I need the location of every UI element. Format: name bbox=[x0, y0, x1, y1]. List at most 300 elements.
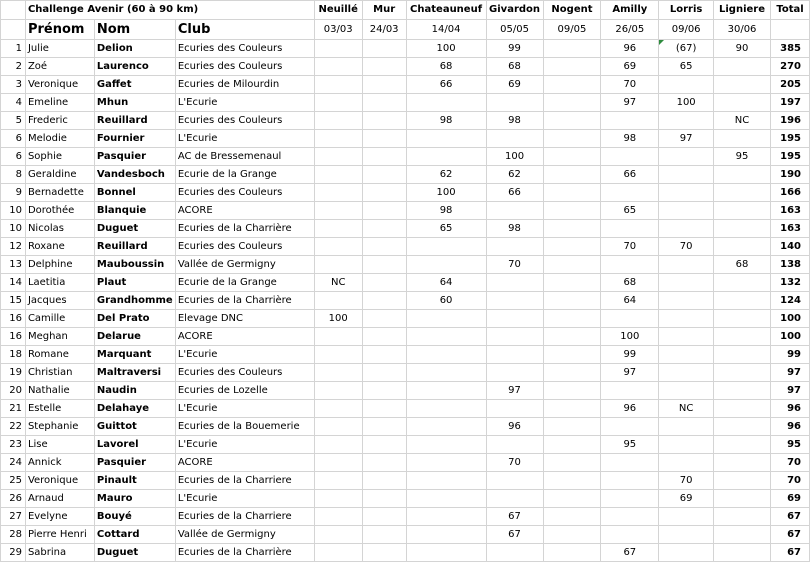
event-name[interactable]: Givardon bbox=[486, 1, 543, 20]
score-cell[interactable] bbox=[362, 184, 406, 202]
score-cell[interactable] bbox=[543, 94, 601, 112]
club-cell[interactable]: L'Ecurie bbox=[175, 346, 314, 364]
score-cell[interactable] bbox=[406, 490, 486, 508]
score-cell[interactable] bbox=[714, 364, 771, 382]
nom-cell[interactable]: Bouyé bbox=[94, 508, 175, 526]
score-cell[interactable] bbox=[543, 112, 601, 130]
score-cell[interactable] bbox=[362, 346, 406, 364]
score-cell[interactable] bbox=[601, 382, 659, 400]
score-cell[interactable] bbox=[486, 94, 543, 112]
score-cell[interactable]: 70 bbox=[486, 256, 543, 274]
score-cell[interactable] bbox=[543, 148, 601, 166]
score-cell[interactable]: 98 bbox=[601, 130, 659, 148]
score-cell[interactable] bbox=[406, 526, 486, 544]
score-cell[interactable]: 70 bbox=[659, 472, 714, 490]
score-cell[interactable] bbox=[314, 418, 362, 436]
nom-cell[interactable]: Fournier bbox=[94, 130, 175, 148]
score-cell[interactable] bbox=[714, 400, 771, 418]
score-cell[interactable] bbox=[362, 220, 406, 238]
score-cell[interactable] bbox=[601, 472, 659, 490]
prenom-header[interactable]: Prénom bbox=[25, 20, 94, 40]
score-cell[interactable] bbox=[543, 310, 601, 328]
score-cell[interactable] bbox=[406, 148, 486, 166]
score-cell[interactable]: 70 bbox=[659, 238, 714, 256]
total-cell[interactable]: 138 bbox=[770, 256, 809, 274]
score-cell[interactable] bbox=[659, 436, 714, 454]
total-cell[interactable]: 190 bbox=[770, 166, 809, 184]
score-cell[interactable] bbox=[406, 256, 486, 274]
prenom-cell[interactable]: Pierre Henri bbox=[25, 526, 94, 544]
score-cell[interactable] bbox=[314, 328, 362, 346]
score-cell[interactable] bbox=[486, 490, 543, 508]
score-cell[interactable]: 96 bbox=[486, 418, 543, 436]
score-cell[interactable] bbox=[362, 490, 406, 508]
prenom-cell[interactable]: Stephanie bbox=[25, 418, 94, 436]
score-cell[interactable] bbox=[486, 346, 543, 364]
event-name[interactable]: Lorris bbox=[659, 1, 714, 20]
score-cell[interactable] bbox=[543, 454, 601, 472]
score-cell[interactable] bbox=[486, 400, 543, 418]
total-cell[interactable]: 195 bbox=[770, 148, 809, 166]
score-cell[interactable] bbox=[601, 526, 659, 544]
score-cell[interactable] bbox=[314, 40, 362, 58]
score-cell[interactable]: 99 bbox=[601, 346, 659, 364]
score-cell[interactable]: 100 bbox=[314, 310, 362, 328]
score-cell[interactable]: 67 bbox=[486, 526, 543, 544]
score-cell[interactable] bbox=[714, 94, 771, 112]
score-cell[interactable] bbox=[601, 184, 659, 202]
event-date[interactable]: 09/06 bbox=[659, 20, 714, 40]
prenom-cell[interactable]: Veronique bbox=[25, 472, 94, 490]
score-cell[interactable] bbox=[486, 238, 543, 256]
score-cell[interactable] bbox=[406, 310, 486, 328]
prenom-cell[interactable]: Camille bbox=[25, 310, 94, 328]
score-cell[interactable] bbox=[362, 148, 406, 166]
score-cell[interactable]: 62 bbox=[406, 166, 486, 184]
nom-cell[interactable]: Lavorel bbox=[94, 436, 175, 454]
score-cell[interactable] bbox=[362, 472, 406, 490]
score-cell[interactable] bbox=[314, 238, 362, 256]
score-cell[interactable] bbox=[601, 112, 659, 130]
total-cell[interactable]: 270 bbox=[770, 58, 809, 76]
score-cell[interactable]: 66 bbox=[601, 166, 659, 184]
nom-cell[interactable]: Marquant bbox=[94, 346, 175, 364]
score-cell[interactable] bbox=[314, 508, 362, 526]
prenom-cell[interactable]: Julie bbox=[25, 40, 94, 58]
total-cell[interactable]: 100 bbox=[770, 310, 809, 328]
rank-cell[interactable]: 15 bbox=[1, 292, 26, 310]
rank-cell[interactable]: 12 bbox=[1, 238, 26, 256]
score-cell[interactable] bbox=[362, 202, 406, 220]
score-cell[interactable]: 97 bbox=[659, 130, 714, 148]
rank-cell[interactable]: 25 bbox=[1, 472, 26, 490]
rank-cell[interactable]: 26 bbox=[1, 490, 26, 508]
club-cell[interactable]: L'Ecurie bbox=[175, 130, 314, 148]
score-cell[interactable] bbox=[543, 220, 601, 238]
score-cell[interactable] bbox=[406, 130, 486, 148]
prenom-cell[interactable]: Roxane bbox=[25, 238, 94, 256]
total-cell[interactable]: 163 bbox=[770, 220, 809, 238]
rank-cell[interactable]: 5 bbox=[1, 112, 26, 130]
score-cell[interactable] bbox=[362, 256, 406, 274]
score-cell[interactable] bbox=[406, 508, 486, 526]
nom-cell[interactable]: Delion bbox=[94, 40, 175, 58]
score-cell[interactable]: 100 bbox=[601, 328, 659, 346]
nom-cell[interactable]: Delarue bbox=[94, 328, 175, 346]
score-cell[interactable] bbox=[543, 400, 601, 418]
total-cell[interactable]: 166 bbox=[770, 184, 809, 202]
event-name[interactable]: Amilly bbox=[601, 1, 659, 20]
total-cell[interactable]: 97 bbox=[770, 382, 809, 400]
score-cell[interactable] bbox=[659, 184, 714, 202]
score-cell[interactable]: (67) bbox=[659, 40, 714, 58]
rank-cell[interactable]: 3 bbox=[1, 76, 26, 94]
score-cell[interactable]: 66 bbox=[486, 184, 543, 202]
score-cell[interactable] bbox=[659, 328, 714, 346]
score-cell[interactable] bbox=[543, 76, 601, 94]
score-cell[interactable]: 66 bbox=[406, 76, 486, 94]
score-cell[interactable] bbox=[714, 346, 771, 364]
score-cell[interactable]: 97 bbox=[601, 94, 659, 112]
score-cell[interactable] bbox=[714, 202, 771, 220]
score-cell[interactable] bbox=[601, 310, 659, 328]
score-cell[interactable] bbox=[543, 238, 601, 256]
club-cell[interactable]: Ecuries des Couleurs bbox=[175, 184, 314, 202]
score-cell[interactable] bbox=[362, 238, 406, 256]
rank-cell[interactable]: 28 bbox=[1, 526, 26, 544]
club-cell[interactable]: Ecuries des Couleurs bbox=[175, 40, 314, 58]
prenom-cell[interactable]: Frederic bbox=[25, 112, 94, 130]
score-cell[interactable] bbox=[406, 328, 486, 346]
score-cell[interactable] bbox=[406, 400, 486, 418]
score-cell[interactable]: NC bbox=[714, 112, 771, 130]
total-cell[interactable]: 205 bbox=[770, 76, 809, 94]
rank-cell[interactable]: 10 bbox=[1, 202, 26, 220]
score-cell[interactable] bbox=[362, 508, 406, 526]
score-cell[interactable]: 97 bbox=[601, 364, 659, 382]
score-cell[interactable] bbox=[362, 94, 406, 112]
club-cell[interactable]: Ecuries de la Charrière bbox=[175, 544, 314, 562]
prenom-cell[interactable]: Lise bbox=[25, 436, 94, 454]
score-cell[interactable] bbox=[314, 472, 362, 490]
score-cell[interactable] bbox=[362, 292, 406, 310]
score-cell[interactable] bbox=[543, 382, 601, 400]
score-cell[interactable] bbox=[314, 490, 362, 508]
nom-cell[interactable]: Pinault bbox=[94, 472, 175, 490]
score-cell[interactable]: 64 bbox=[406, 274, 486, 292]
event-date[interactable]: 30/06 bbox=[714, 20, 771, 40]
score-cell[interactable] bbox=[659, 220, 714, 238]
total-cell[interactable]: 69 bbox=[770, 490, 809, 508]
score-cell[interactable] bbox=[601, 454, 659, 472]
score-cell[interactable] bbox=[714, 508, 771, 526]
club-cell[interactable]: L'Ecurie bbox=[175, 436, 314, 454]
event-name[interactable]: Ligniere bbox=[714, 1, 771, 20]
score-cell[interactable] bbox=[659, 346, 714, 364]
score-cell[interactable] bbox=[601, 490, 659, 508]
score-cell[interactable] bbox=[601, 508, 659, 526]
score-cell[interactable] bbox=[659, 418, 714, 436]
nom-cell[interactable]: Guittot bbox=[94, 418, 175, 436]
rank-cell[interactable]: 16 bbox=[1, 310, 26, 328]
score-cell[interactable]: 68 bbox=[486, 58, 543, 76]
score-cell[interactable]: 70 bbox=[601, 238, 659, 256]
score-cell[interactable] bbox=[314, 130, 362, 148]
nom-cell[interactable]: Plaut bbox=[94, 274, 175, 292]
event-date[interactable]: 05/05 bbox=[486, 20, 543, 40]
score-cell[interactable] bbox=[543, 292, 601, 310]
score-cell[interactable] bbox=[362, 544, 406, 562]
score-cell[interactable] bbox=[486, 130, 543, 148]
rank-cell[interactable]: 18 bbox=[1, 346, 26, 364]
prenom-cell[interactable]: Sophie bbox=[25, 148, 94, 166]
score-cell[interactable] bbox=[314, 76, 362, 94]
club-cell[interactable]: Ecuries de la Charriere bbox=[175, 472, 314, 490]
score-cell[interactable] bbox=[406, 346, 486, 364]
score-cell[interactable] bbox=[362, 112, 406, 130]
rank-cell[interactable]: 21 bbox=[1, 400, 26, 418]
score-cell[interactable] bbox=[314, 202, 362, 220]
total-cell[interactable]: 70 bbox=[770, 472, 809, 490]
club-cell[interactable]: AC de Bressemenaul bbox=[175, 148, 314, 166]
nom-cell[interactable]: Laurenco bbox=[94, 58, 175, 76]
nom-cell[interactable]: Mauboussin bbox=[94, 256, 175, 274]
score-cell[interactable]: 64 bbox=[601, 292, 659, 310]
prenom-cell[interactable]: Dorothée bbox=[25, 202, 94, 220]
total-cell[interactable]: 99 bbox=[770, 346, 809, 364]
prenom-cell[interactable]: Romane bbox=[25, 346, 94, 364]
total-cell[interactable]: 95 bbox=[770, 436, 809, 454]
rank-cell[interactable]: 9 bbox=[1, 184, 26, 202]
score-cell[interactable] bbox=[659, 364, 714, 382]
nom-cell[interactable]: Cottard bbox=[94, 526, 175, 544]
rank-cell[interactable]: 4 bbox=[1, 94, 26, 112]
score-cell[interactable]: 100 bbox=[659, 94, 714, 112]
score-cell[interactable] bbox=[486, 364, 543, 382]
prenom-cell[interactable]: Sabrina bbox=[25, 544, 94, 562]
score-cell[interactable]: 65 bbox=[601, 202, 659, 220]
score-cell[interactable] bbox=[314, 220, 362, 238]
score-cell[interactable] bbox=[406, 364, 486, 382]
score-cell[interactable] bbox=[362, 400, 406, 418]
cell[interactable] bbox=[770, 20, 809, 40]
prenom-cell[interactable]: Melodie bbox=[25, 130, 94, 148]
club-cell[interactable]: Ecuries de Lozelle bbox=[175, 382, 314, 400]
score-cell[interactable] bbox=[714, 382, 771, 400]
club-cell[interactable]: Ecuries de la Charrière bbox=[175, 292, 314, 310]
score-cell[interactable] bbox=[543, 508, 601, 526]
score-cell[interactable]: 100 bbox=[486, 148, 543, 166]
score-cell[interactable] bbox=[543, 184, 601, 202]
score-cell[interactable] bbox=[659, 166, 714, 184]
rank-cell[interactable]: 20 bbox=[1, 382, 26, 400]
score-cell[interactable]: 62 bbox=[486, 166, 543, 184]
nom-cell[interactable]: Mauro bbox=[94, 490, 175, 508]
event-date[interactable]: 24/03 bbox=[362, 20, 406, 40]
score-cell[interactable]: NC bbox=[659, 400, 714, 418]
event-name[interactable]: Nogent bbox=[543, 1, 601, 20]
score-cell[interactable] bbox=[543, 130, 601, 148]
score-cell[interactable] bbox=[362, 274, 406, 292]
club-cell[interactable]: Elevage DNC bbox=[175, 310, 314, 328]
score-cell[interactable] bbox=[659, 310, 714, 328]
club-cell[interactable]: Ecurie de la Grange bbox=[175, 166, 314, 184]
event-date[interactable]: 03/03 bbox=[314, 20, 362, 40]
score-cell[interactable]: 68 bbox=[714, 256, 771, 274]
club-cell[interactable]: Ecuries des Couleurs bbox=[175, 58, 314, 76]
nom-cell[interactable]: Naudin bbox=[94, 382, 175, 400]
cell[interactable] bbox=[1, 20, 26, 40]
score-cell[interactable] bbox=[714, 310, 771, 328]
score-cell[interactable]: 90 bbox=[714, 40, 771, 58]
score-cell[interactable]: 98 bbox=[486, 220, 543, 238]
score-cell[interactable] bbox=[714, 472, 771, 490]
nom-cell[interactable]: Duguet bbox=[94, 544, 175, 562]
score-cell[interactable] bbox=[314, 184, 362, 202]
score-cell[interactable]: 69 bbox=[601, 58, 659, 76]
score-cell[interactable] bbox=[659, 76, 714, 94]
score-cell[interactable] bbox=[714, 76, 771, 94]
prenom-cell[interactable]: Nicolas bbox=[25, 220, 94, 238]
score-cell[interactable] bbox=[362, 364, 406, 382]
prenom-cell[interactable]: Bernadette bbox=[25, 184, 94, 202]
prenom-cell[interactable]: Geraldine bbox=[25, 166, 94, 184]
score-cell[interactable] bbox=[314, 436, 362, 454]
score-cell[interactable] bbox=[362, 58, 406, 76]
event-name[interactable]: Mur bbox=[362, 1, 406, 20]
score-cell[interactable] bbox=[543, 58, 601, 76]
rank-cell[interactable]: 22 bbox=[1, 418, 26, 436]
score-cell[interactable] bbox=[406, 418, 486, 436]
score-cell[interactable]: 99 bbox=[486, 40, 543, 58]
prenom-cell[interactable]: Delphine bbox=[25, 256, 94, 274]
event-date[interactable]: 14/04 bbox=[406, 20, 486, 40]
nom-cell[interactable]: Maltraversi bbox=[94, 364, 175, 382]
score-cell[interactable] bbox=[314, 400, 362, 418]
score-cell[interactable] bbox=[362, 166, 406, 184]
rank-cell[interactable]: 1 bbox=[1, 40, 26, 58]
score-cell[interactable]: 97 bbox=[486, 382, 543, 400]
score-cell[interactable]: 96 bbox=[601, 40, 659, 58]
score-cell[interactable]: 60 bbox=[406, 292, 486, 310]
score-cell[interactable] bbox=[362, 454, 406, 472]
total-header[interactable]: Total bbox=[770, 1, 809, 20]
club-cell[interactable]: ACORE bbox=[175, 202, 314, 220]
total-cell[interactable]: 97 bbox=[770, 364, 809, 382]
score-cell[interactable] bbox=[714, 292, 771, 310]
score-cell[interactable]: NC bbox=[314, 274, 362, 292]
score-cell[interactable]: 67 bbox=[601, 544, 659, 562]
score-cell[interactable] bbox=[362, 382, 406, 400]
score-cell[interactable] bbox=[543, 544, 601, 562]
score-cell[interactable]: 96 bbox=[601, 400, 659, 418]
score-cell[interactable] bbox=[362, 418, 406, 436]
score-cell[interactable] bbox=[714, 490, 771, 508]
score-cell[interactable] bbox=[714, 418, 771, 436]
cell[interactable] bbox=[1, 1, 26, 20]
total-cell[interactable]: 197 bbox=[770, 94, 809, 112]
total-cell[interactable]: 96 bbox=[770, 400, 809, 418]
total-cell[interactable]: 96 bbox=[770, 418, 809, 436]
score-cell[interactable]: 65 bbox=[406, 220, 486, 238]
total-cell[interactable]: 385 bbox=[770, 40, 809, 58]
score-cell[interactable]: 69 bbox=[486, 76, 543, 94]
score-cell[interactable] bbox=[659, 454, 714, 472]
event-name[interactable]: Chateauneuf bbox=[406, 1, 486, 20]
score-cell[interactable] bbox=[659, 256, 714, 274]
prenom-cell[interactable]: Emeline bbox=[25, 94, 94, 112]
nom-cell[interactable]: Blanquie bbox=[94, 202, 175, 220]
score-cell[interactable] bbox=[362, 130, 406, 148]
score-cell[interactable] bbox=[314, 292, 362, 310]
score-cell[interactable] bbox=[714, 130, 771, 148]
nom-cell[interactable]: Bonnel bbox=[94, 184, 175, 202]
nom-cell[interactable]: Del Prato bbox=[94, 310, 175, 328]
score-cell[interactable] bbox=[406, 238, 486, 256]
event-name[interactable]: Neuillé bbox=[314, 1, 362, 20]
nom-header[interactable]: Nom bbox=[94, 20, 175, 40]
score-cell[interactable] bbox=[659, 526, 714, 544]
score-cell[interactable] bbox=[543, 472, 601, 490]
score-cell[interactable] bbox=[314, 148, 362, 166]
club-cell[interactable]: L'Ecurie bbox=[175, 490, 314, 508]
score-cell[interactable] bbox=[543, 40, 601, 58]
score-cell[interactable]: 98 bbox=[406, 112, 486, 130]
score-cell[interactable] bbox=[714, 166, 771, 184]
nom-cell[interactable]: Vandesboch bbox=[94, 166, 175, 184]
total-cell[interactable]: 67 bbox=[770, 508, 809, 526]
rank-cell[interactable]: 6 bbox=[1, 130, 26, 148]
score-cell[interactable] bbox=[543, 328, 601, 346]
score-cell[interactable] bbox=[406, 436, 486, 454]
score-cell[interactable] bbox=[601, 148, 659, 166]
event-date[interactable]: 26/05 bbox=[601, 20, 659, 40]
rank-cell[interactable]: 27 bbox=[1, 508, 26, 526]
score-cell[interactable] bbox=[714, 436, 771, 454]
score-cell[interactable] bbox=[543, 202, 601, 220]
score-cell[interactable] bbox=[406, 94, 486, 112]
score-cell[interactable] bbox=[362, 40, 406, 58]
score-cell[interactable] bbox=[543, 436, 601, 454]
rank-cell[interactable]: 13 bbox=[1, 256, 26, 274]
score-cell[interactable]: 98 bbox=[406, 202, 486, 220]
score-cell[interactable] bbox=[362, 526, 406, 544]
score-cell[interactable] bbox=[543, 274, 601, 292]
total-cell[interactable]: 70 bbox=[770, 454, 809, 472]
score-cell[interactable] bbox=[406, 544, 486, 562]
nom-cell[interactable]: Reuillard bbox=[94, 238, 175, 256]
score-cell[interactable] bbox=[543, 364, 601, 382]
score-cell[interactable]: 70 bbox=[601, 76, 659, 94]
score-cell[interactable] bbox=[601, 220, 659, 238]
score-cell[interactable] bbox=[543, 166, 601, 184]
score-cell[interactable] bbox=[314, 166, 362, 184]
prenom-cell[interactable]: Christian bbox=[25, 364, 94, 382]
rank-cell[interactable]: 6 bbox=[1, 148, 26, 166]
prenom-cell[interactable]: Nathalie bbox=[25, 382, 94, 400]
club-cell[interactable]: L'Ecurie bbox=[175, 400, 314, 418]
club-cell[interactable]: Ecuries de Milourdin bbox=[175, 76, 314, 94]
score-cell[interactable] bbox=[714, 328, 771, 346]
club-cell[interactable]: Ecuries des Couleurs bbox=[175, 364, 314, 382]
score-cell[interactable] bbox=[714, 526, 771, 544]
club-cell[interactable]: Ecuries de la Bouemerie bbox=[175, 418, 314, 436]
score-cell[interactable] bbox=[314, 544, 362, 562]
score-cell[interactable] bbox=[659, 544, 714, 562]
rank-cell[interactable]: 29 bbox=[1, 544, 26, 562]
score-cell[interactable] bbox=[543, 346, 601, 364]
nom-cell[interactable]: Pasquier bbox=[94, 454, 175, 472]
